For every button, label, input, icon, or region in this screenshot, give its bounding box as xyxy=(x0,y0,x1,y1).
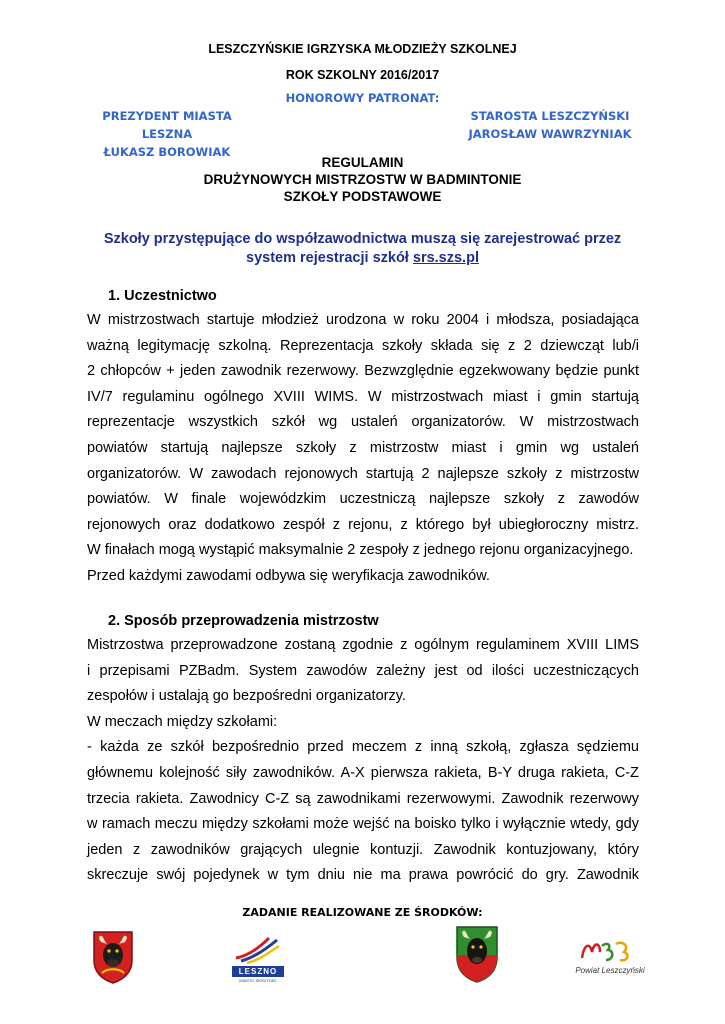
section-1-line: 2 chłopców + jeden zawodnik rezerwowy. Bezwzględnie egzekwowany będzie punkt xyxy=(87,363,639,380)
doc-title-1: REGULAMIN xyxy=(321,155,404,170)
section-1-line: Przed każdymi zawodami odbywa się weryfikacja zawodników. xyxy=(87,567,490,584)
right-patron-name: JAROSŁAW WAWRZYNIAK xyxy=(468,127,632,141)
leszno-logo-subtext: MIASTO SKRZYDEŁ xyxy=(239,978,277,983)
doc-title-2: DRUŻYNOWYCH MISTRZOSTW W BADMINTONIE xyxy=(203,172,522,187)
section-1-line: organizatorów. W zawodach rejonowych startują 2 najlepsze szkoły z mistrzostw xyxy=(87,465,639,482)
section-1-line: rejonowych oraz dodatkowo zespół z rejonu, z którego był ubiegłoroczny mistrz. xyxy=(87,516,639,533)
games-title: LESZCZYŃSKIE IGRZYSKA MŁODZIEŻY SZKOLNEJ xyxy=(208,42,517,56)
section-1-line: ważną legitymację szkolną. Reprezentacja szkoły składa się z 2 dziewcząt lub/i xyxy=(87,337,639,354)
registration-line-1: Szkoły przystępujące do współzawodnictwa muszą się zarejestrować przez xyxy=(103,231,622,247)
right-patron xyxy=(468,107,632,143)
school-year: ROK SZKOLNY 2016/2017 xyxy=(285,68,440,82)
left-patron xyxy=(82,107,252,161)
section-2-line: głównemu kolejność siły zawodników. A-X pierwsza rakieta, B-Y druga rakieta, C-Z xyxy=(87,764,639,781)
patronage-label: HONOROWY PATRONAT: xyxy=(285,91,440,105)
section-2-line: Mistrzostwa przeprowadzone zostaną zgodnie z ogólnym regulaminem XVIII LIMS xyxy=(87,637,639,653)
section-1-line: W finałach mogą wystąpić maksymalnie 2 zespoły z jednego rejonu organizacyjnego. xyxy=(87,542,634,559)
leszno-city-logo xyxy=(233,934,281,964)
section-1-line: powiatów startują najlepsze szkoły z mistrzostw miast i gmin wg ustaleń xyxy=(87,439,639,456)
powiat-leszczynski-logo xyxy=(578,938,638,964)
section-1-body xyxy=(87,308,639,590)
section-2-line: skreczuje swój pojedynek w tym dniu nie ma prawa powrócić do gry. Zawodnik xyxy=(87,867,639,884)
registration-line-2 xyxy=(0,249,725,268)
section-2-body xyxy=(87,633,639,889)
section-2-line: trzecia rakieta. Zawodnicy C-Z są zawodnikami rezerwowymi. Zawodnik rezerwowy xyxy=(87,790,639,807)
left-patron-name: ŁUKASZ BOROWIAK xyxy=(103,145,231,159)
section-1-line: reprezentacje wszystkich szkół wg ustaleń organizatorów. W mistrzostwach xyxy=(87,414,639,431)
section-2-line: i przepisami PZBadm. System zawodów zależny jest od ilości uczestniczących xyxy=(87,662,639,679)
doc-title-3: SZKOŁY PODSTAWOWE xyxy=(283,189,442,204)
funding-label: ZADANIE REALIZOWANE ZE ŚRODKÓW: xyxy=(242,906,483,919)
section-2-line: w ramach meczu między szkołami może wejść na boisko tylko i wyłącznie wtedy, gdy xyxy=(87,816,639,833)
section-1-line: IV/7 regulaminu ogólnego XVIII WIMS. W mistrzostwach miast i gmin startują xyxy=(87,388,639,405)
section-1-line: W mistrzostwach startuje młodzież urodzona w roku 2004 i młodsza, posiadająca xyxy=(87,312,639,328)
right-patron-title: STAROSTA LESZCZYŃSKI xyxy=(470,109,630,123)
registration-prefix: system rejestracji szkół xyxy=(246,250,413,266)
section-2-line: - każda ze szkół bezpośrednio przed meczem z inną szkołą, zgłasza sędziemu xyxy=(87,739,639,756)
section-2-line: W meczach między szkołami: xyxy=(87,713,278,730)
section-2-heading: 2. Sposób przeprowadzenia mistrzostw xyxy=(108,613,379,629)
section-1-line: powiatów. W finale wojewódzkim uczestniczą najlepsze szkoły z zawodów xyxy=(87,491,639,508)
left-patron-title: PREZYDENT MIASTA LESZNA xyxy=(102,109,232,141)
leszno-coat-of-arms-logo xyxy=(92,930,134,984)
leszno-logo-text: LESZNO xyxy=(232,966,284,977)
section-2-line: zespołów i ustalają go bezpośredni organizatorzy. xyxy=(87,688,406,705)
powiat-logo-text: Powiat Leszczyński xyxy=(575,966,645,975)
registration-link[interactable]: srs.szs.pl xyxy=(412,250,479,266)
section-1-heading: 1. Uczestnictwo xyxy=(108,288,217,304)
powiat-coat-of-arms-logo xyxy=(455,925,499,983)
section-2-line: jeden z zawodników grających ulegnie kontuzji. Zawodnik kontuzjowany, który xyxy=(87,841,639,858)
